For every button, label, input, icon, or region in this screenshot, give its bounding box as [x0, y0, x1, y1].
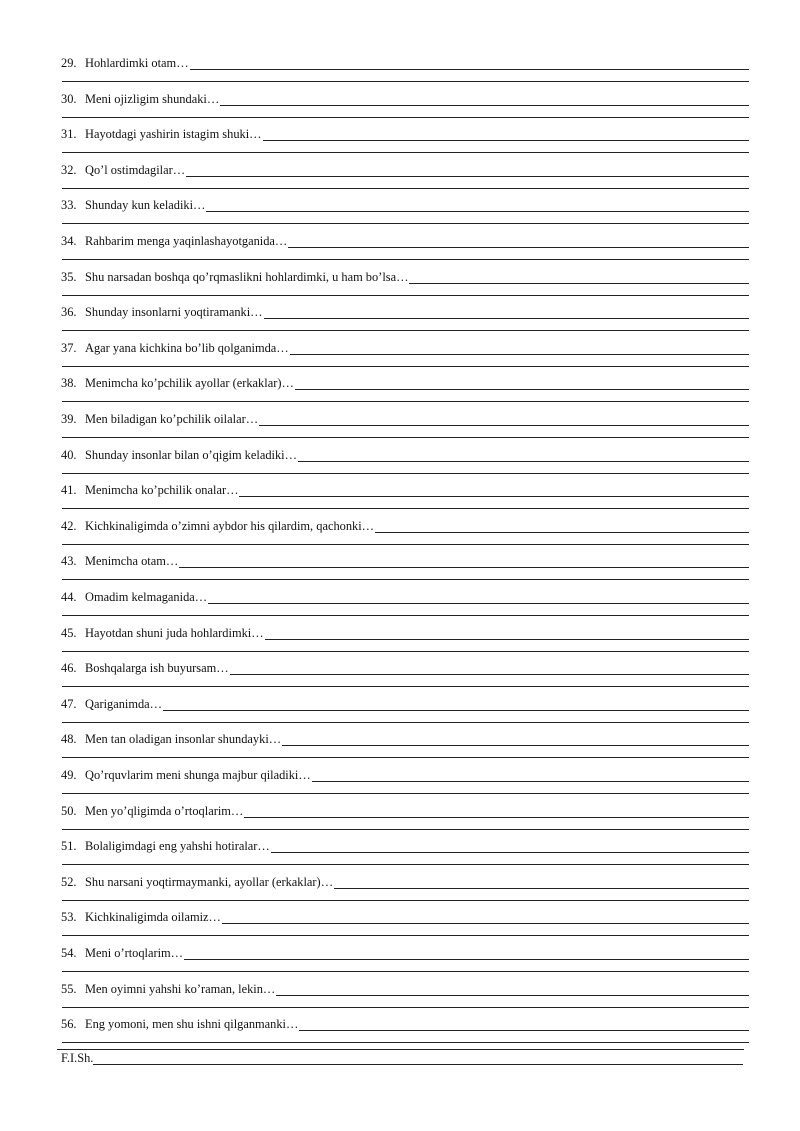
question-number: 30.	[61, 91, 77, 106]
question-prompt: Omadim kelmaganida…	[85, 590, 208, 604]
answer-line[interactable]	[206, 200, 749, 212]
question-number: 49.	[61, 768, 77, 782]
question-prompt: Shu narsani yoqtirmaymanki, ayollar (erkaklar)…	[85, 874, 334, 889]
question-prompt: Qo’rquvlarim meni shunga majbur qiladiki…	[85, 768, 311, 782]
divider-line	[57, 1049, 744, 1050]
question-prompt: Men yo’qligimda o’rtoqlarim…	[85, 803, 244, 818]
answer-line-continuation[interactable]	[62, 152, 749, 153]
question-prompt: Men tan oladigan insonlar shundayki…	[85, 732, 282, 747]
answer-line[interactable]	[409, 272, 749, 284]
question-row	[61, 56, 749, 70]
question-prompt: Meni ojizligim shundaki…	[85, 91, 220, 106]
question-item	[61, 198, 749, 234]
question-prompt: Shunday kun keladiki…	[85, 198, 206, 213]
question-item	[61, 626, 749, 662]
question-number: 31.	[61, 127, 77, 142]
question-number: 39.	[61, 412, 77, 426]
question-item	[61, 804, 749, 840]
question-prompt: Kichkinaligimda o’zimni aybdor his qilardim, qachonki…	[85, 518, 375, 533]
question-row	[61, 697, 749, 711]
answer-line-continuation[interactable]	[62, 829, 749, 830]
question-number: 35.	[61, 269, 77, 284]
question-number: 47.	[61, 696, 77, 711]
question-row	[61, 982, 749, 996]
answer-line-continuation[interactable]	[62, 1007, 749, 1008]
question-number: 48.	[61, 732, 77, 747]
question-number: 34.	[61, 234, 77, 248]
question-prompt: Menimcha ko’pchilik onalar…	[85, 483, 239, 498]
answer-line-continuation[interactable]	[62, 223, 749, 224]
answer-line-continuation[interactable]	[62, 971, 749, 972]
answer-line-continuation[interactable]	[62, 793, 749, 794]
question-row	[61, 768, 749, 782]
question-row	[61, 1017, 749, 1031]
question-row	[61, 519, 749, 533]
question-row	[61, 127, 749, 141]
question-number: 46.	[61, 661, 77, 676]
question-prompt: Shunday insonlar bilan o’qigim keladiki…	[85, 447, 297, 462]
question-row	[61, 483, 749, 497]
answer-line[interactable]	[271, 841, 749, 853]
question-number: 40.	[61, 447, 77, 462]
question-row	[61, 554, 749, 568]
answer-line-continuation[interactable]	[62, 330, 749, 331]
answer-line-continuation[interactable]	[62, 508, 749, 509]
answer-line-continuation[interactable]	[62, 295, 749, 296]
question-row	[61, 875, 749, 889]
question-number: 29.	[61, 56, 77, 70]
answer-line-continuation[interactable]	[62, 722, 749, 723]
answer-line[interactable]	[288, 236, 749, 248]
answer-line-continuation[interactable]	[62, 259, 749, 260]
question-number: 43.	[61, 554, 77, 569]
question-row	[61, 92, 749, 106]
question-prompt: Shu narsadan boshqa qo’rqmaslikni hohlardimki, u ham bo’lsa…	[85, 269, 409, 284]
question-item	[61, 448, 749, 484]
question-item	[61, 875, 749, 911]
answer-line-continuation[interactable]	[62, 900, 749, 901]
question-number: 56.	[61, 1017, 77, 1032]
question-number: 52.	[61, 874, 77, 889]
question-prompt: Men biladigan ko’pchilik oilalar…	[85, 412, 259, 426]
question-prompt: Agar yana kichkina bo’lib qolganimda…	[85, 340, 289, 355]
question-number: 38.	[61, 376, 77, 391]
answer-line-continuation[interactable]	[62, 864, 749, 865]
answer-line-continuation[interactable]	[62, 437, 749, 438]
question-row	[61, 910, 749, 924]
question-row	[61, 804, 749, 818]
question-row	[61, 198, 749, 212]
answer-line-continuation[interactable]	[62, 579, 749, 580]
question-row	[61, 448, 749, 462]
answer-line[interactable]	[334, 877, 749, 889]
question-prompt: Rahbarim menga yaqinlashayotganida…	[85, 234, 288, 248]
signature-row	[61, 1052, 743, 1065]
question-row	[61, 839, 749, 853]
question-number: 36.	[61, 305, 77, 320]
answer-line[interactable]	[222, 912, 749, 924]
answer-line[interactable]	[290, 343, 749, 355]
question-prompt: Shunday insonlarni yoqtiramanki…	[85, 305, 263, 320]
question-prompt: Bolaligimdagi eng yahshi hotiralar…	[85, 839, 270, 854]
answer-line[interactable]	[239, 485, 749, 497]
question-prompt: Menimcha ko’pchilik ayollar (erkaklar)…	[85, 376, 294, 391]
answer-line[interactable]	[259, 414, 749, 426]
question-prompt: Qo’l ostimdagilar…	[85, 162, 186, 177]
answer-line[interactable]	[208, 592, 749, 604]
question-item	[61, 554, 749, 590]
signature-answer-line[interactable]	[93, 1053, 743, 1065]
answer-line-continuation[interactable]	[62, 81, 749, 82]
question-item	[61, 839, 749, 875]
question-prompt: Hayotdan shuni juda hohlardimki…	[85, 625, 264, 640]
question-number: 51.	[61, 839, 77, 854]
question-number: 53.	[61, 910, 77, 925]
answer-line-continuation[interactable]	[62, 615, 749, 616]
answer-line-continuation[interactable]	[62, 117, 749, 118]
signature-label: F.I.Sh.	[61, 1051, 94, 1065]
answer-line[interactable]	[295, 378, 749, 390]
question-item	[61, 661, 749, 697]
answer-line[interactable]	[186, 165, 749, 177]
question-item	[61, 234, 749, 270]
question-row	[61, 163, 749, 177]
answer-line-continuation[interactable]	[62, 401, 749, 402]
question-item	[61, 768, 749, 804]
question-item	[61, 56, 749, 92]
question-number: 33.	[61, 198, 77, 213]
question-row	[61, 376, 749, 390]
question-prompt: Menimcha otam…	[85, 554, 179, 569]
question-number: 45.	[61, 625, 77, 640]
question-item	[61, 163, 749, 199]
answer-line[interactable]	[298, 450, 749, 462]
question-row	[61, 661, 749, 675]
question-item	[61, 590, 749, 626]
answer-line[interactable]	[375, 521, 749, 533]
question-number: 44.	[61, 590, 77, 604]
question-prompt: Hohlardimki otam…	[85, 56, 189, 70]
question-number: 55.	[61, 981, 77, 996]
answer-line-continuation[interactable]	[62, 544, 749, 545]
question-item	[61, 946, 749, 982]
answer-line[interactable]	[263, 129, 749, 141]
answer-line[interactable]	[312, 770, 749, 782]
answer-line[interactable]	[230, 663, 749, 675]
answer-line-continuation[interactable]	[62, 1042, 749, 1043]
answer-line[interactable]	[163, 699, 749, 711]
question-item	[61, 412, 749, 448]
answer-line[interactable]	[220, 94, 749, 106]
answer-line-continuation[interactable]	[62, 366, 749, 367]
answer-line[interactable]	[179, 556, 749, 568]
question-prompt: Qariganimda…	[85, 696, 163, 711]
answer-line[interactable]	[282, 734, 749, 746]
question-prompt: Eng yomoni, men shu ishni qilganmanki…	[85, 1017, 299, 1032]
question-item	[61, 1017, 749, 1053]
question-number: 32.	[61, 162, 77, 177]
question-number: 37.	[61, 340, 77, 355]
answer-line[interactable]	[276, 984, 749, 996]
question-row	[61, 732, 749, 746]
question-row	[61, 946, 749, 960]
question-row	[61, 341, 749, 355]
answer-line[interactable]	[264, 307, 749, 319]
question-row	[61, 305, 749, 319]
question-item	[61, 376, 749, 412]
answer-line-continuation[interactable]	[62, 188, 749, 189]
question-item	[61, 341, 749, 377]
question-item	[61, 305, 749, 341]
question-item	[61, 910, 749, 946]
question-prompt: Men oyimni yahshi ko’raman, lekin…	[85, 981, 276, 996]
question-item	[61, 732, 749, 768]
question-number: 41.	[61, 483, 77, 498]
question-item	[61, 697, 749, 733]
question-row	[61, 234, 749, 248]
question-prompt: Boshqalarga ish buyursam…	[85, 661, 229, 676]
question-item	[61, 127, 749, 163]
answer-line[interactable]	[184, 948, 749, 960]
question-number: 50.	[61, 803, 77, 818]
answer-line-continuation[interactable]	[62, 686, 749, 687]
question-row	[61, 270, 749, 284]
answer-line[interactable]	[244, 806, 749, 818]
question-row	[61, 412, 749, 426]
question-prompt: Kichkinaligimda oilamiz…	[85, 910, 221, 925]
question-prompt: Meni o’rtoqlarim…	[85, 946, 184, 960]
question-item	[61, 519, 749, 555]
question-item	[61, 483, 749, 519]
question-row	[61, 626, 749, 640]
question-prompt: Hayotdagi yashirin istagim shuki…	[85, 127, 262, 142]
question-item	[61, 270, 749, 306]
answer-line[interactable]	[265, 628, 749, 640]
answer-line-continuation[interactable]	[62, 935, 749, 936]
question-number: 54.	[61, 946, 77, 960]
answer-line[interactable]	[299, 1019, 749, 1031]
answer-line[interactable]	[190, 58, 749, 70]
question-item	[61, 92, 749, 128]
question-row	[61, 590, 749, 604]
answer-line-continuation[interactable]	[62, 473, 749, 474]
answer-line-continuation[interactable]	[62, 651, 749, 652]
answer-line-continuation[interactable]	[62, 757, 749, 758]
question-number: 42.	[61, 518, 77, 533]
question-item	[61, 982, 749, 1018]
